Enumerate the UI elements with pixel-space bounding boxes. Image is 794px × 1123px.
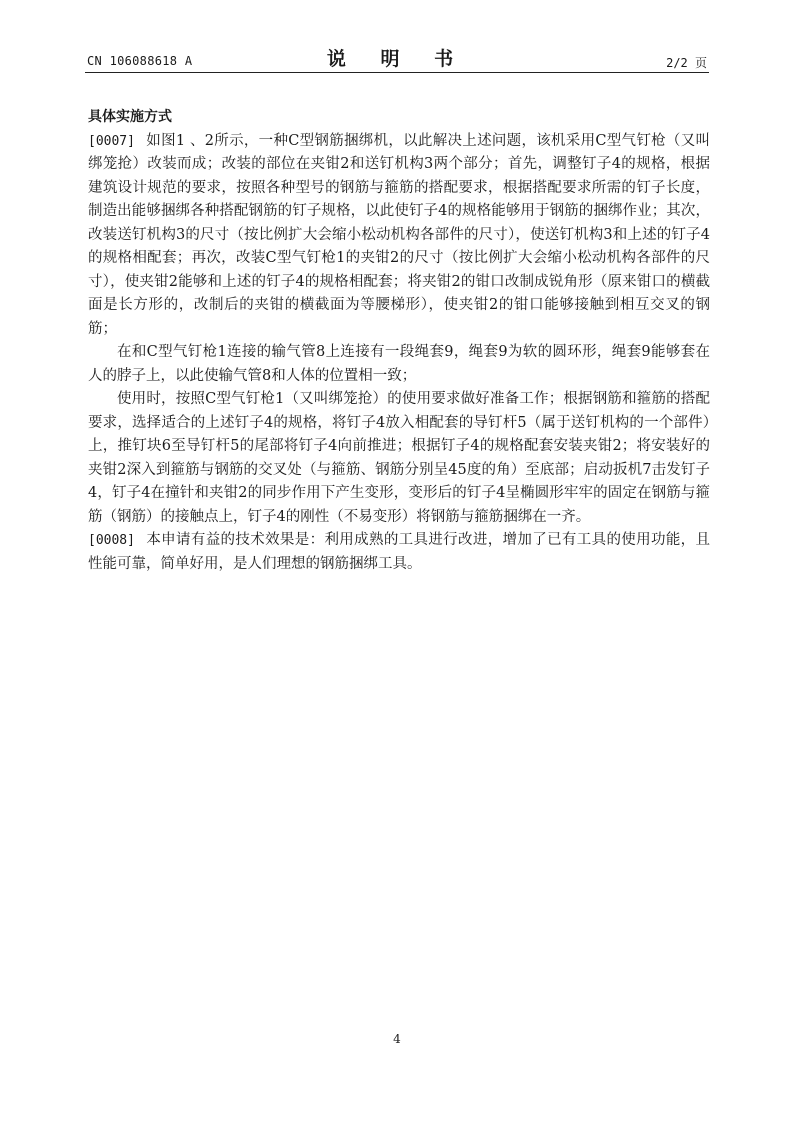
paragraph-number: [0008] xyxy=(88,533,135,548)
header-divider xyxy=(85,72,709,73)
paragraph-0007 xyxy=(88,130,710,342)
paragraph-continuation xyxy=(88,388,710,529)
page-header xyxy=(87,40,707,72)
paragraph-text: 如图1 、2所示，一种C型钢筋捆绑机，以此解决上述问题，该机采用C型气钉枪（又叫绑笼抢）改装而成；改装的部位在夹钳2和送钉机构3两个部分；首先，调整钉子4的规格，根据建筑设计规范的要求，按照各种型号的钢筋与箍筋的搭配要求，根据搭配要求所需的钉子长度，制造出能够捆绑各种搭配钢筋的钉子规格，以此使钉子4的规格能够用于钢筋的捆绑作业；其次，改装送钉机构3的尺寸（按比例扩大会缩小松动机构各部件的尺寸），使送钉机构3和上述的钉子4的规格相配套；再次，改装C型气钉枪1的夹钳2的尺寸（按比例扩大会缩小松动机构各部件的尺寸），使夹钳2能够和上述的钉子4的规格相配套；将夹钳2的钳口改制成锐角形（原来钳口的横截面是长方形的，改制后的夹钳的横截面为等腰梯形），使夹钳2的钳口能够接触到相互交叉的钢筋； xyxy=(88,132,710,337)
paragraph-number: [0007] xyxy=(88,133,135,149)
section-heading: 具体实施方式 xyxy=(88,109,172,125)
document-body xyxy=(88,106,710,576)
paragraph-text: 使用时，按照C型气钉枪1（又叫绑笼抢）的使用要求做好准备工作；根据钢筋和箍筋的搭配要求，选择适合的上述钉子4的规格，将钉子4放入相配套的导钉杆5（属于送钉机构的一个部件）上，推钉块6至导钉杆5的尾部将钉子4向前推进；根据钉子4的规格配套安装夹钳2；将安装好的夹钳2深入到箍筋与钢筋的交叉处（与箍筋、钢筋分别呈45度的角）至底部；启动扳机7击发钉子4，钉子4在撞针和夹钳2的同步作用下产生变形，变形后的钉子4呈椭圆形牢牢的固定在钢筋与箍筋（钢筋）的接触点上，钉子4的刚性（不易变形）将钢筋与箍筋捆绑在一齐。 xyxy=(88,391,710,525)
paragraph-text: 在和C型气钉枪1连接的输气管8上连接有一段绳套9，绳套9为软的圆环形，绳套9能够套在人的脖子上，以此使输气管8和人体的位置相一致； xyxy=(88,344,710,384)
paragraph-continuation xyxy=(88,341,710,388)
page-indicator: 2/2 页 xyxy=(666,56,707,70)
publication-number: CN 106088618 A xyxy=(87,54,193,68)
page-number: 4 xyxy=(393,1032,401,1046)
document-type-title: 说 明 书 xyxy=(326,48,468,70)
paragraph-0008 xyxy=(88,529,710,576)
paragraph-text: 本申请有益的技术效果是：利用成熟的工具进行改进，增加了已有工具的使用功能，且性能可靠，简单好用，是人们理想的钢筋捆绑工具。 xyxy=(88,532,710,572)
